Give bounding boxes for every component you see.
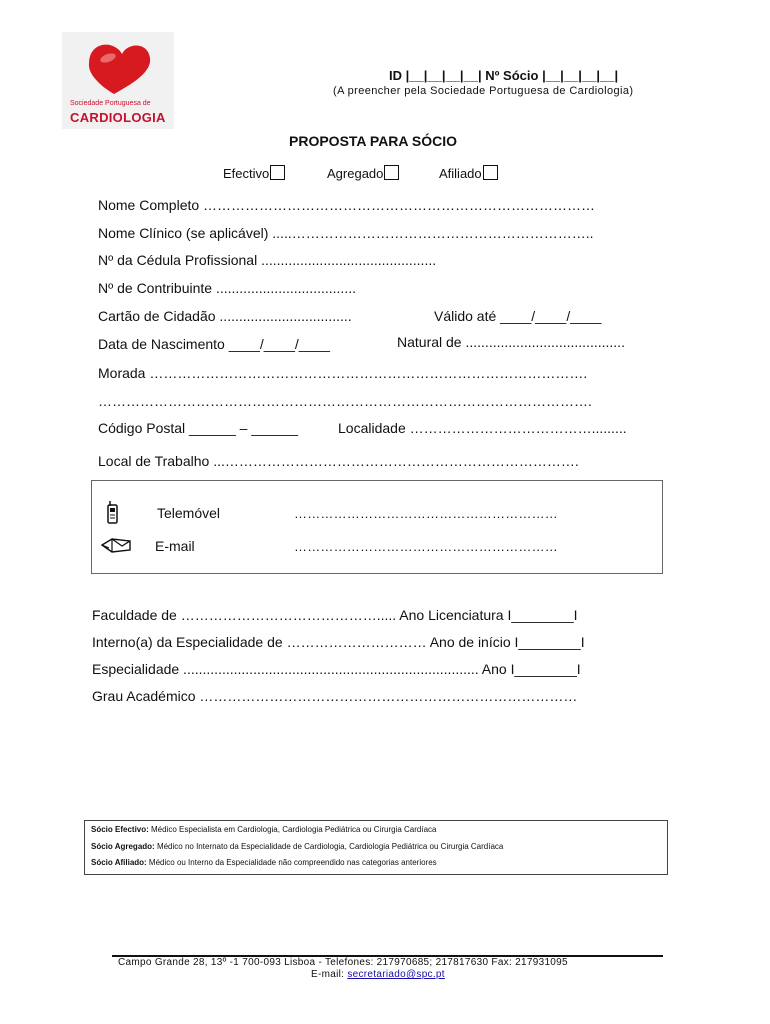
heart-icon xyxy=(62,32,174,102)
field-grau-academico[interactable]: Grau Académico ……………………………………………………………………… xyxy=(92,688,578,704)
option-efectivo-label: Efectivo xyxy=(223,166,270,181)
field-especialidade[interactable]: Especialidade ............................................................................ Ano I________I xyxy=(92,661,581,677)
header-note: (A preencher pela Sociedade Portuguesa de Cardiologia) xyxy=(333,85,634,97)
field-local-trabalho[interactable]: Local de Trabalho ...…………………………………………………………………. xyxy=(98,453,579,469)
logo-org-line2: CARDIOLOGIA xyxy=(70,110,166,125)
field-interno[interactable]: Interno(a) da Especialidade de ………………………… Ano de início I________I xyxy=(92,634,585,650)
legend-efectivo-desc: Médico Especialista em Cardiologia, Cardiologia Pediátrica ou Cirurgia Cardíaca xyxy=(148,825,437,834)
legend-afiliado-term: Sócio Afiliado: xyxy=(91,858,147,867)
socio-label: Nº Sócio xyxy=(485,68,539,83)
agregado-checkbox[interactable] xyxy=(384,165,399,180)
id-header xyxy=(389,68,618,83)
id-label: ID xyxy=(389,68,402,83)
footer-address: Campo Grande 28, 13º -1 700-093 Lisboa - Telefones: 217970685; 217817630 Fax: 217931095 xyxy=(118,957,568,968)
footer-email-label: E-mail: xyxy=(311,969,345,980)
option-afiliado-label: Afiliado xyxy=(439,166,482,181)
field-contribuinte[interactable]: Nº de Contribuinte .................................... xyxy=(98,280,356,296)
option-afiliado[interactable] xyxy=(439,165,498,181)
legend-efectivo xyxy=(91,825,437,834)
logo-org-line1: Sociedade Portuguesa de xyxy=(70,100,151,107)
legend-afiliado xyxy=(91,858,437,867)
legend-efectivo-term: Sócio Efectivo: xyxy=(91,825,149,834)
telemovel-input[interactable]: …………………………………………………… xyxy=(294,506,558,521)
legend-agregado-desc: Médico no Internato da Especialidade de Cardiologia, Cardiologia Pediátrica ou Cirurgia Cardíaca xyxy=(154,842,504,851)
email-input[interactable]: …………………………………………………… xyxy=(294,539,558,554)
field-cedula[interactable]: Nº da Cédula Profissional ............................................. xyxy=(98,252,437,268)
spc-logo xyxy=(62,32,174,129)
legend-agregado-term: Sócio Agregado: xyxy=(91,842,155,851)
id-slots[interactable]: |__|__|__|__| xyxy=(405,68,482,83)
contact-box xyxy=(91,480,663,574)
option-agregado[interactable] xyxy=(327,165,399,181)
form-title: PROPOSTA PARA SÓCIO xyxy=(289,133,458,149)
field-morada-cont[interactable]: ……………………………………………………………………………………………. xyxy=(98,393,592,409)
field-cartao-cidadao[interactable]: Cartão de Cidadão .................................. xyxy=(98,308,352,324)
telemovel-label: Telemóvel xyxy=(157,505,221,521)
field-natural-de[interactable]: Natural de ......................................... xyxy=(397,334,625,350)
socio-slots[interactable]: |__|__|__|__| xyxy=(542,68,619,83)
field-faculdade[interactable]: Faculdade de ……………………………………..... Ano Licenciatura I________I xyxy=(92,607,578,623)
footer-email xyxy=(311,969,445,980)
email-envelope-icon xyxy=(100,536,132,554)
efectivo-checkbox[interactable] xyxy=(270,165,285,180)
field-nome-clinico[interactable]: Nome Clínico (se aplicável) .....……………………………………………………….. xyxy=(98,225,594,241)
field-data-nascimento[interactable]: Data de Nascimento ____/____/____ xyxy=(98,336,330,352)
footer-email-link[interactable]: secretariado@spc.pt xyxy=(347,969,445,980)
legend-afiliado-desc: Médico ou Interno da Especialidade não compreendido nas categorias anteriores xyxy=(146,858,437,867)
field-codigo-postal[interactable]: Código Postal ______ – ______ xyxy=(98,420,299,436)
afiliado-checkbox[interactable] xyxy=(483,165,498,180)
option-agregado-label: Agregado xyxy=(327,166,384,181)
field-nome-completo[interactable]: Nome Completo ………………………………………………………………………… xyxy=(98,197,596,213)
field-valido-ate[interactable]: Válido até ____/____/____ xyxy=(434,308,602,324)
legend-agregado xyxy=(91,842,503,851)
email-label: E-mail xyxy=(155,538,195,554)
mobile-phone-icon xyxy=(105,501,119,525)
option-efectivo[interactable] xyxy=(223,165,285,181)
membership-legend xyxy=(84,820,668,875)
field-localidade[interactable]: Localidade …………………………………......... xyxy=(338,420,627,436)
field-morada[interactable]: Morada …………………………………………………………………………………. xyxy=(98,365,588,381)
